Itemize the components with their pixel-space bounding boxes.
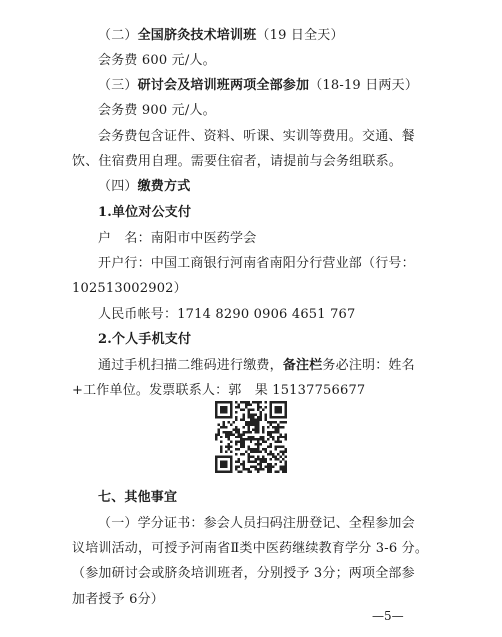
text-span: 会务费 900 元/人。 [98, 103, 216, 118]
text-line [0, 591, 502, 609]
text-line [0, 357, 502, 375]
text-span: 通过手机扫描二维码进行缴费， [98, 358, 283, 373]
bold-text: 七、其他事宜 [98, 490, 178, 505]
page-number: —5— [372, 609, 404, 623]
text-line [0, 77, 502, 95]
text-line [0, 153, 502, 171]
text-span: 务必注明：姓名 [322, 358, 415, 373]
text-line [0, 306, 502, 324]
text-line [0, 52, 502, 70]
qr-code-icon [215, 401, 287, 473]
text-span: （三） [98, 78, 138, 93]
text-span: 饮、住宿费用自理。需要住宿者，请提前与会务组联系。 [72, 154, 403, 169]
text-span: +工作单位。发票联系人：郭 果 15137756677 [72, 383, 366, 398]
bold-text: 备注栏 [282, 358, 323, 373]
bold-text: 缴费方式 [137, 179, 191, 194]
text-line [0, 280, 502, 298]
text-line [0, 382, 502, 400]
text-line [0, 331, 502, 349]
text-span: 102513002902） [72, 281, 187, 296]
text-span: （18-19 日两天） [309, 78, 419, 93]
text-line [0, 515, 502, 533]
text-line [0, 102, 502, 120]
text-span: 会务费 600 元/人。 [98, 53, 216, 68]
text-line [0, 27, 502, 45]
text-line [0, 255, 502, 273]
bold-text: 1.单位对公支付 [98, 205, 192, 220]
text-span: 户 名：南阳市中医药学会 [98, 231, 257, 246]
text-span: （19 日全天） [256, 28, 344, 43]
text-span: （二） [98, 28, 138, 43]
text-line [0, 204, 502, 222]
text-span: 议培训活动，可授予河南省Ⅱ类中医药继续教育学分 3-6 分。 [72, 541, 429, 556]
bold-text: 2.个人手机支付 [98, 332, 192, 347]
text-span: 开户行：中国工商银行河南省南阳分行营业部（行号： [98, 256, 415, 271]
bold-text: 研讨会及培训班两项全部参加 [137, 78, 310, 93]
text-line [0, 540, 502, 558]
text-span: 加者授予 6分） [72, 592, 165, 607]
text-span: 人民币帐号：1714 8290 0906 4651 767 [98, 307, 356, 322]
text-line [0, 565, 502, 583]
bold-text: 全国脐灸技术培训班 [137, 28, 257, 43]
text-span: （四） [98, 179, 138, 194]
text-line [0, 489, 502, 507]
text-span: （一）学分证书：参会人员扫码注册登记、全程参加会 [98, 516, 415, 531]
text-span: 会务费包含证件、资料、听课、实训等费用。交通、餐 [98, 129, 415, 144]
text-line [0, 230, 502, 248]
text-line [0, 128, 502, 146]
text-span: （参加研讨会或脐灸培训班者，分别授予 3分；两项全部参 [72, 566, 415, 581]
text-line [0, 178, 502, 196]
